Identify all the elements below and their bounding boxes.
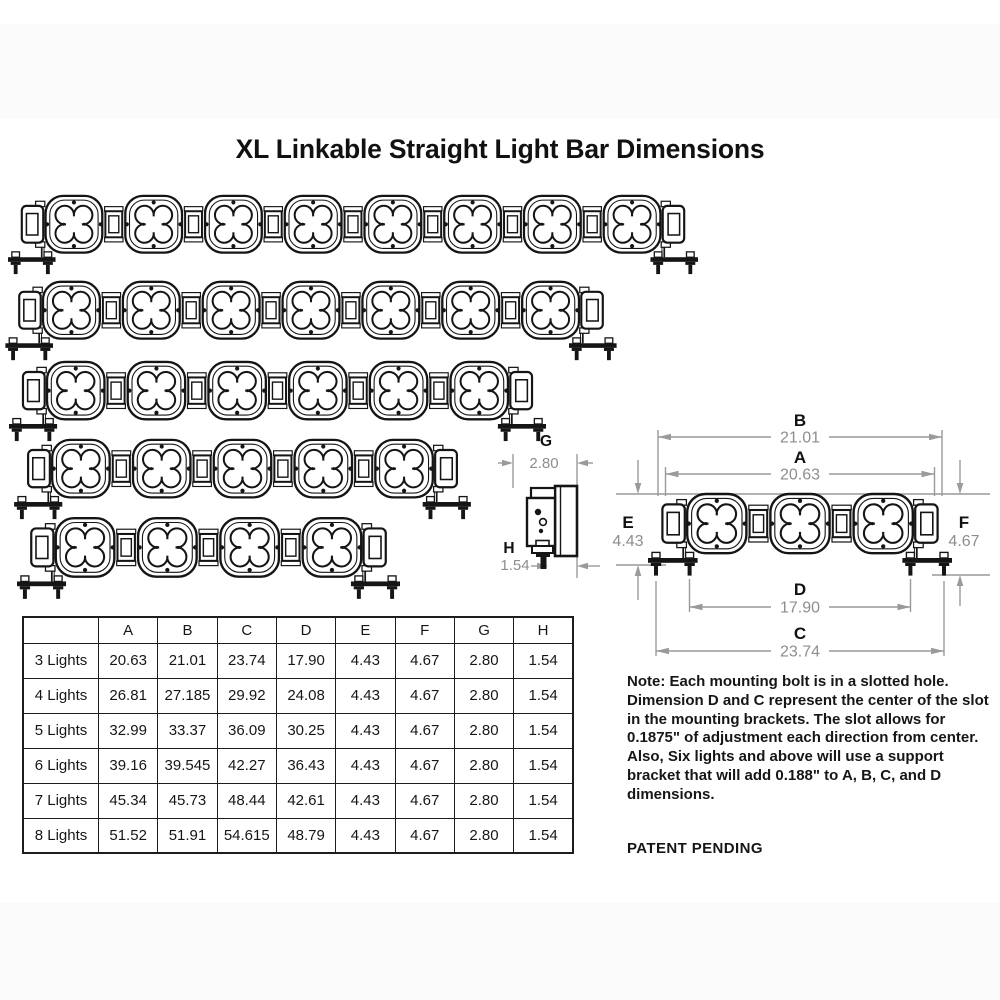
dimension-cell: 1.54 <box>514 748 573 783</box>
dim-c-value: 23.74 <box>779 643 821 661</box>
dimension-cell: 4.43 <box>336 678 395 713</box>
dimension-cell: 1.54 <box>514 713 573 748</box>
dimension-cell: 4.43 <box>336 713 395 748</box>
table-row <box>23 748 573 783</box>
dimension-cell: 27.185 <box>158 678 217 713</box>
note-text: Note: Each mounting bolt is in a slotted hole. Dimension D and C represent the center of the slot in the mounting brackets. The slot allows for 0.1875" of adjustment each direction from center. Also, Six lights and above will use a support bracket that will add 0.188" to A, B, C, and D dimensions. <box>627 673 989 803</box>
dimension-cell: 4.67 <box>395 748 454 783</box>
dimension-cell: 51.52 <box>99 818 158 853</box>
background-band-top <box>0 24 1000 119</box>
dimension-cell: 2.80 <box>454 678 513 713</box>
dimension-cell: 39.16 <box>99 748 158 783</box>
col-header-F: F <box>395 617 454 643</box>
front-view-drawing <box>608 404 998 676</box>
dimension-cell: 42.27 <box>217 748 276 783</box>
dimension-cell: 4.67 <box>395 643 454 678</box>
col-header-C: C <box>217 617 276 643</box>
table-header <box>23 617 573 643</box>
dimension-cell: 23.74 <box>217 643 276 678</box>
light-bar-7-lights <box>5 278 617 364</box>
dimensions-table <box>22 616 574 854</box>
dimension-cell: 30.25 <box>276 713 335 748</box>
dimension-cell: 2.80 <box>454 748 513 783</box>
dimension-cell: 45.73 <box>158 783 217 818</box>
light-bar-8-lights <box>8 192 698 278</box>
dim-a-letter: A <box>793 448 807 467</box>
dim-h-letter: H <box>503 540 515 557</box>
background-band-bottom <box>0 903 1000 1000</box>
light-bar-4-lights <box>17 514 400 603</box>
dimension-cell: 4.43 <box>336 643 395 678</box>
col-header-empty <box>23 617 99 643</box>
dimension-cell: 36.09 <box>217 713 276 748</box>
table-row <box>23 713 573 748</box>
dimension-cell: 21.01 <box>158 643 217 678</box>
dim-f-value: 4.67 <box>948 533 980 550</box>
dim-h-value: 1.54 <box>500 557 530 574</box>
side-profile-shape <box>527 486 577 569</box>
dim-c-letter: C <box>793 624 807 643</box>
dimension-cell: 2.80 <box>454 783 513 818</box>
dimension-cell: 1.54 <box>514 818 573 853</box>
light-bar-5-lights <box>13 436 472 523</box>
dimension-cell: 24.08 <box>276 678 335 713</box>
page-title: XL Linkable Straight Light Bar Dimensions <box>235 134 765 164</box>
dimension-cell: 54.615 <box>217 818 276 853</box>
dim-b-value: 21.01 <box>779 429 821 447</box>
dimension-cell: 1.54 <box>514 783 573 818</box>
table-row <box>23 678 573 713</box>
col-header-H: H <box>514 617 573 643</box>
dimension-cell: 4.67 <box>395 713 454 748</box>
dimension-cell: 4.43 <box>336 748 395 783</box>
col-header-B: B <box>158 617 217 643</box>
row-label: 6 Lights <box>23 748 99 783</box>
dimension-cell: 48.44 <box>217 783 276 818</box>
dimension-cell: 42.61 <box>276 783 335 818</box>
dim-d-letter: D <box>793 580 807 599</box>
row-label: 5 Lights <box>23 713 99 748</box>
dim-g-value: 2.80 <box>529 455 559 472</box>
table-body <box>23 643 573 853</box>
dimension-cell: 20.63 <box>99 643 158 678</box>
dim-a-value: 20.63 <box>779 466 821 484</box>
row-label: 8 Lights <box>23 818 99 853</box>
col-header-A: A <box>99 617 158 643</box>
dimension-cell: 39.545 <box>158 748 217 783</box>
table-row <box>23 783 573 818</box>
col-header-D: D <box>276 617 335 643</box>
dimension-cell: 4.43 <box>336 783 395 818</box>
dimension-cell: 48.79 <box>276 818 335 853</box>
dim-f-letter: F <box>958 513 970 532</box>
row-label: 4 Lights <box>23 678 99 713</box>
dimension-cell: 36.43 <box>276 748 335 783</box>
dimension-cell: 17.90 <box>276 643 335 678</box>
dimension-cell: 2.80 <box>454 643 513 678</box>
dimension-cell: 1.54 <box>514 643 573 678</box>
dimension-cell: 51.91 <box>158 818 217 853</box>
side-view-drawing <box>497 432 602 590</box>
col-header-G: G <box>454 617 513 643</box>
dim-d-value: 17.90 <box>779 599 821 617</box>
table-row <box>23 818 573 853</box>
row-label: 3 Lights <box>23 643 99 678</box>
light-bar-6-lights <box>9 358 546 445</box>
dim-e-value: 4.43 <box>612 533 644 550</box>
dimension-cell: 32.99 <box>99 713 158 748</box>
row-label: 7 Lights <box>23 783 99 818</box>
dimension-cell: 2.80 <box>454 713 513 748</box>
dimension-cell: 2.80 <box>454 818 513 853</box>
dim-g-letter: G <box>539 433 553 450</box>
dimension-cell: 4.67 <box>395 678 454 713</box>
dimension-cell: 45.34 <box>99 783 158 818</box>
dim-e-letter: E <box>622 513 634 532</box>
dimension-cell: 33.37 <box>158 713 217 748</box>
dimension-cell: 4.67 <box>395 783 454 818</box>
table-row <box>23 643 573 678</box>
dimension-cell: 29.92 <box>217 678 276 713</box>
dimension-cell: 4.43 <box>336 818 395 853</box>
patent-pending-label: PATENT PENDING <box>627 840 763 857</box>
dim-b-letter: B <box>793 411 807 430</box>
front-view-bar <box>648 494 952 576</box>
dimension-cell: 1.54 <box>514 678 573 713</box>
dimension-cell: 26.81 <box>99 678 158 713</box>
dimension-cell: 4.67 <box>395 818 454 853</box>
col-header-E: E <box>336 617 395 643</box>
